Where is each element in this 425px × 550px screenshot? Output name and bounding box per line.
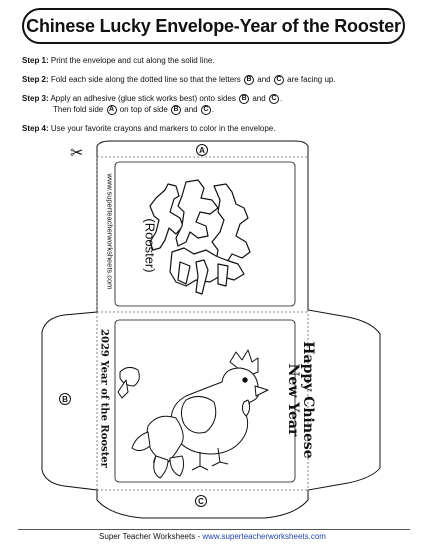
footer-brand: Super Teacher Worksheets - <box>99 532 203 541</box>
step-text: Print the envelope and cut along the solid line. <box>50 56 215 65</box>
rooster-illustration <box>118 350 268 478</box>
letter-b-badge: B <box>171 105 181 115</box>
letter-c-badge: C <box>201 105 211 115</box>
rooster-caption: (Rooster) <box>142 218 158 273</box>
step-text: and <box>184 105 198 114</box>
step-text: are facing up. <box>287 75 336 84</box>
letter-b-badge: B <box>239 94 249 104</box>
step-label: Step 3: <box>22 94 49 103</box>
page-title: Chinese Lucky Envelope-Year of the Rooster <box>26 15 401 36</box>
step-text: Fold each side along the dotted line so that the letters <box>50 75 241 84</box>
step-label: Step 2: <box>22 75 49 84</box>
cut-line <box>42 141 380 518</box>
letter-b-badge: B <box>244 75 254 85</box>
flap-c-badge: C <box>195 495 207 507</box>
step-text: Apply an adhesive (glue stick works best) onto sides <box>50 94 236 103</box>
step-label: Step 1: <box>22 56 49 65</box>
step-text: . <box>211 105 215 114</box>
step-text: . <box>279 94 283 103</box>
footer-link[interactable]: www.superteacherworksheets.com <box>202 532 326 541</box>
scissors-icon: ✂ <box>70 145 84 162</box>
letter-a-badge: A <box>107 105 117 115</box>
year-of-rooster-text: 2029 Year of the Rooster <box>98 329 110 468</box>
chinese-character-ji-icon <box>150 180 250 294</box>
step-text: on top of side <box>119 105 168 114</box>
step-text: and <box>252 94 266 103</box>
footer <box>0 532 425 541</box>
step-text: Then fold side <box>53 105 104 114</box>
flap-b-badge: B <box>59 393 71 405</box>
website-text: www.superteacherworksheets.com <box>105 173 115 290</box>
new-year-text: New Year <box>285 363 301 437</box>
step-label: Step 4: <box>22 124 49 133</box>
letter-c-badge: C <box>274 75 284 85</box>
step-text: and <box>257 75 271 84</box>
happy-chinese-text: Happy Chinese <box>300 341 316 459</box>
footer-divider <box>18 529 410 530</box>
flap-a-badge: A <box>196 144 208 156</box>
letter-c-badge: C <box>269 94 279 104</box>
step-text: Use your favorite crayons and markers to color in the envelope. <box>50 124 276 133</box>
